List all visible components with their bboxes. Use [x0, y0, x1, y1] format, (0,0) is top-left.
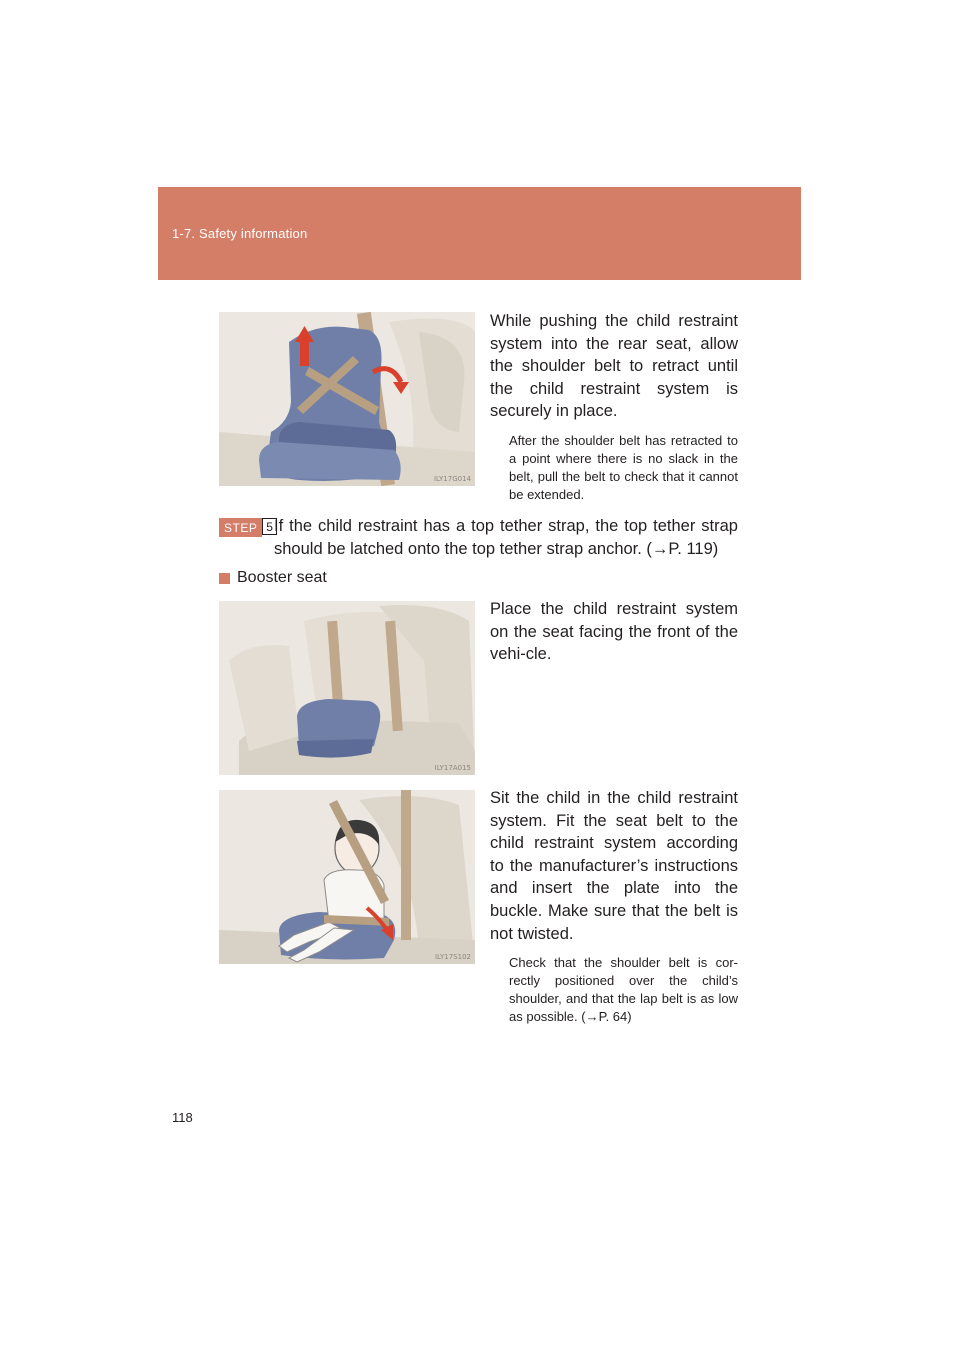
child-in-booster-illustration: [219, 790, 475, 964]
page-number: 118: [172, 1110, 193, 1125]
booster-seat-illustration: [219, 601, 475, 775]
booster-seat-title: Booster seat: [237, 569, 327, 586]
child-seat-illustration: [219, 312, 475, 486]
step-2-text: Sit the child in the child restraint system. Fit the seat belt to the child restraint system according to the manufacturer’s instructions and insert the plate into the buckle. Make sure that the belt is not twisted.: [490, 789, 738, 943]
booster-seat-figure: [219, 601, 475, 775]
step-number: 5: [262, 518, 277, 535]
step-1-text: Place the child restraint system on the seat facing the front of the vehi-cle.: [490, 600, 738, 664]
step-word: STEP: [219, 518, 262, 537]
booster-seat-heading: [219, 569, 327, 587]
figure-code: ILY17A015: [434, 764, 471, 772]
step-5-badge: [219, 518, 277, 537]
step-2-note: Check that the shoulder belt is cor-rectly positioned over the child’s shoulder, and that the lap belt is as low as possible. (→P. 64): [509, 955, 738, 1024]
square-bullet-icon: [219, 573, 230, 584]
figure-code: ILY17S102: [434, 953, 471, 961]
child-seat-figure: [219, 312, 475, 486]
step-5-text: If the child restraint has a top tether strap, the top tether strap should be latched onto the top tether strap anchor. (→P. 119): [274, 517, 738, 558]
section-title: 1-7. Safety information: [172, 226, 308, 241]
child-in-booster-figure: [219, 790, 475, 964]
step-4-note: After the shoulder belt has retracted to a point where there is no slack in the belt, pull the belt to check that it cannot be extended.: [509, 433, 738, 502]
step-4-text: While pushing the child restraint system into the rear seat, allow the shoulder belt to retract until the child restraint system is securely in place.: [490, 312, 738, 421]
figure-code: ILY17G014: [433, 475, 471, 483]
